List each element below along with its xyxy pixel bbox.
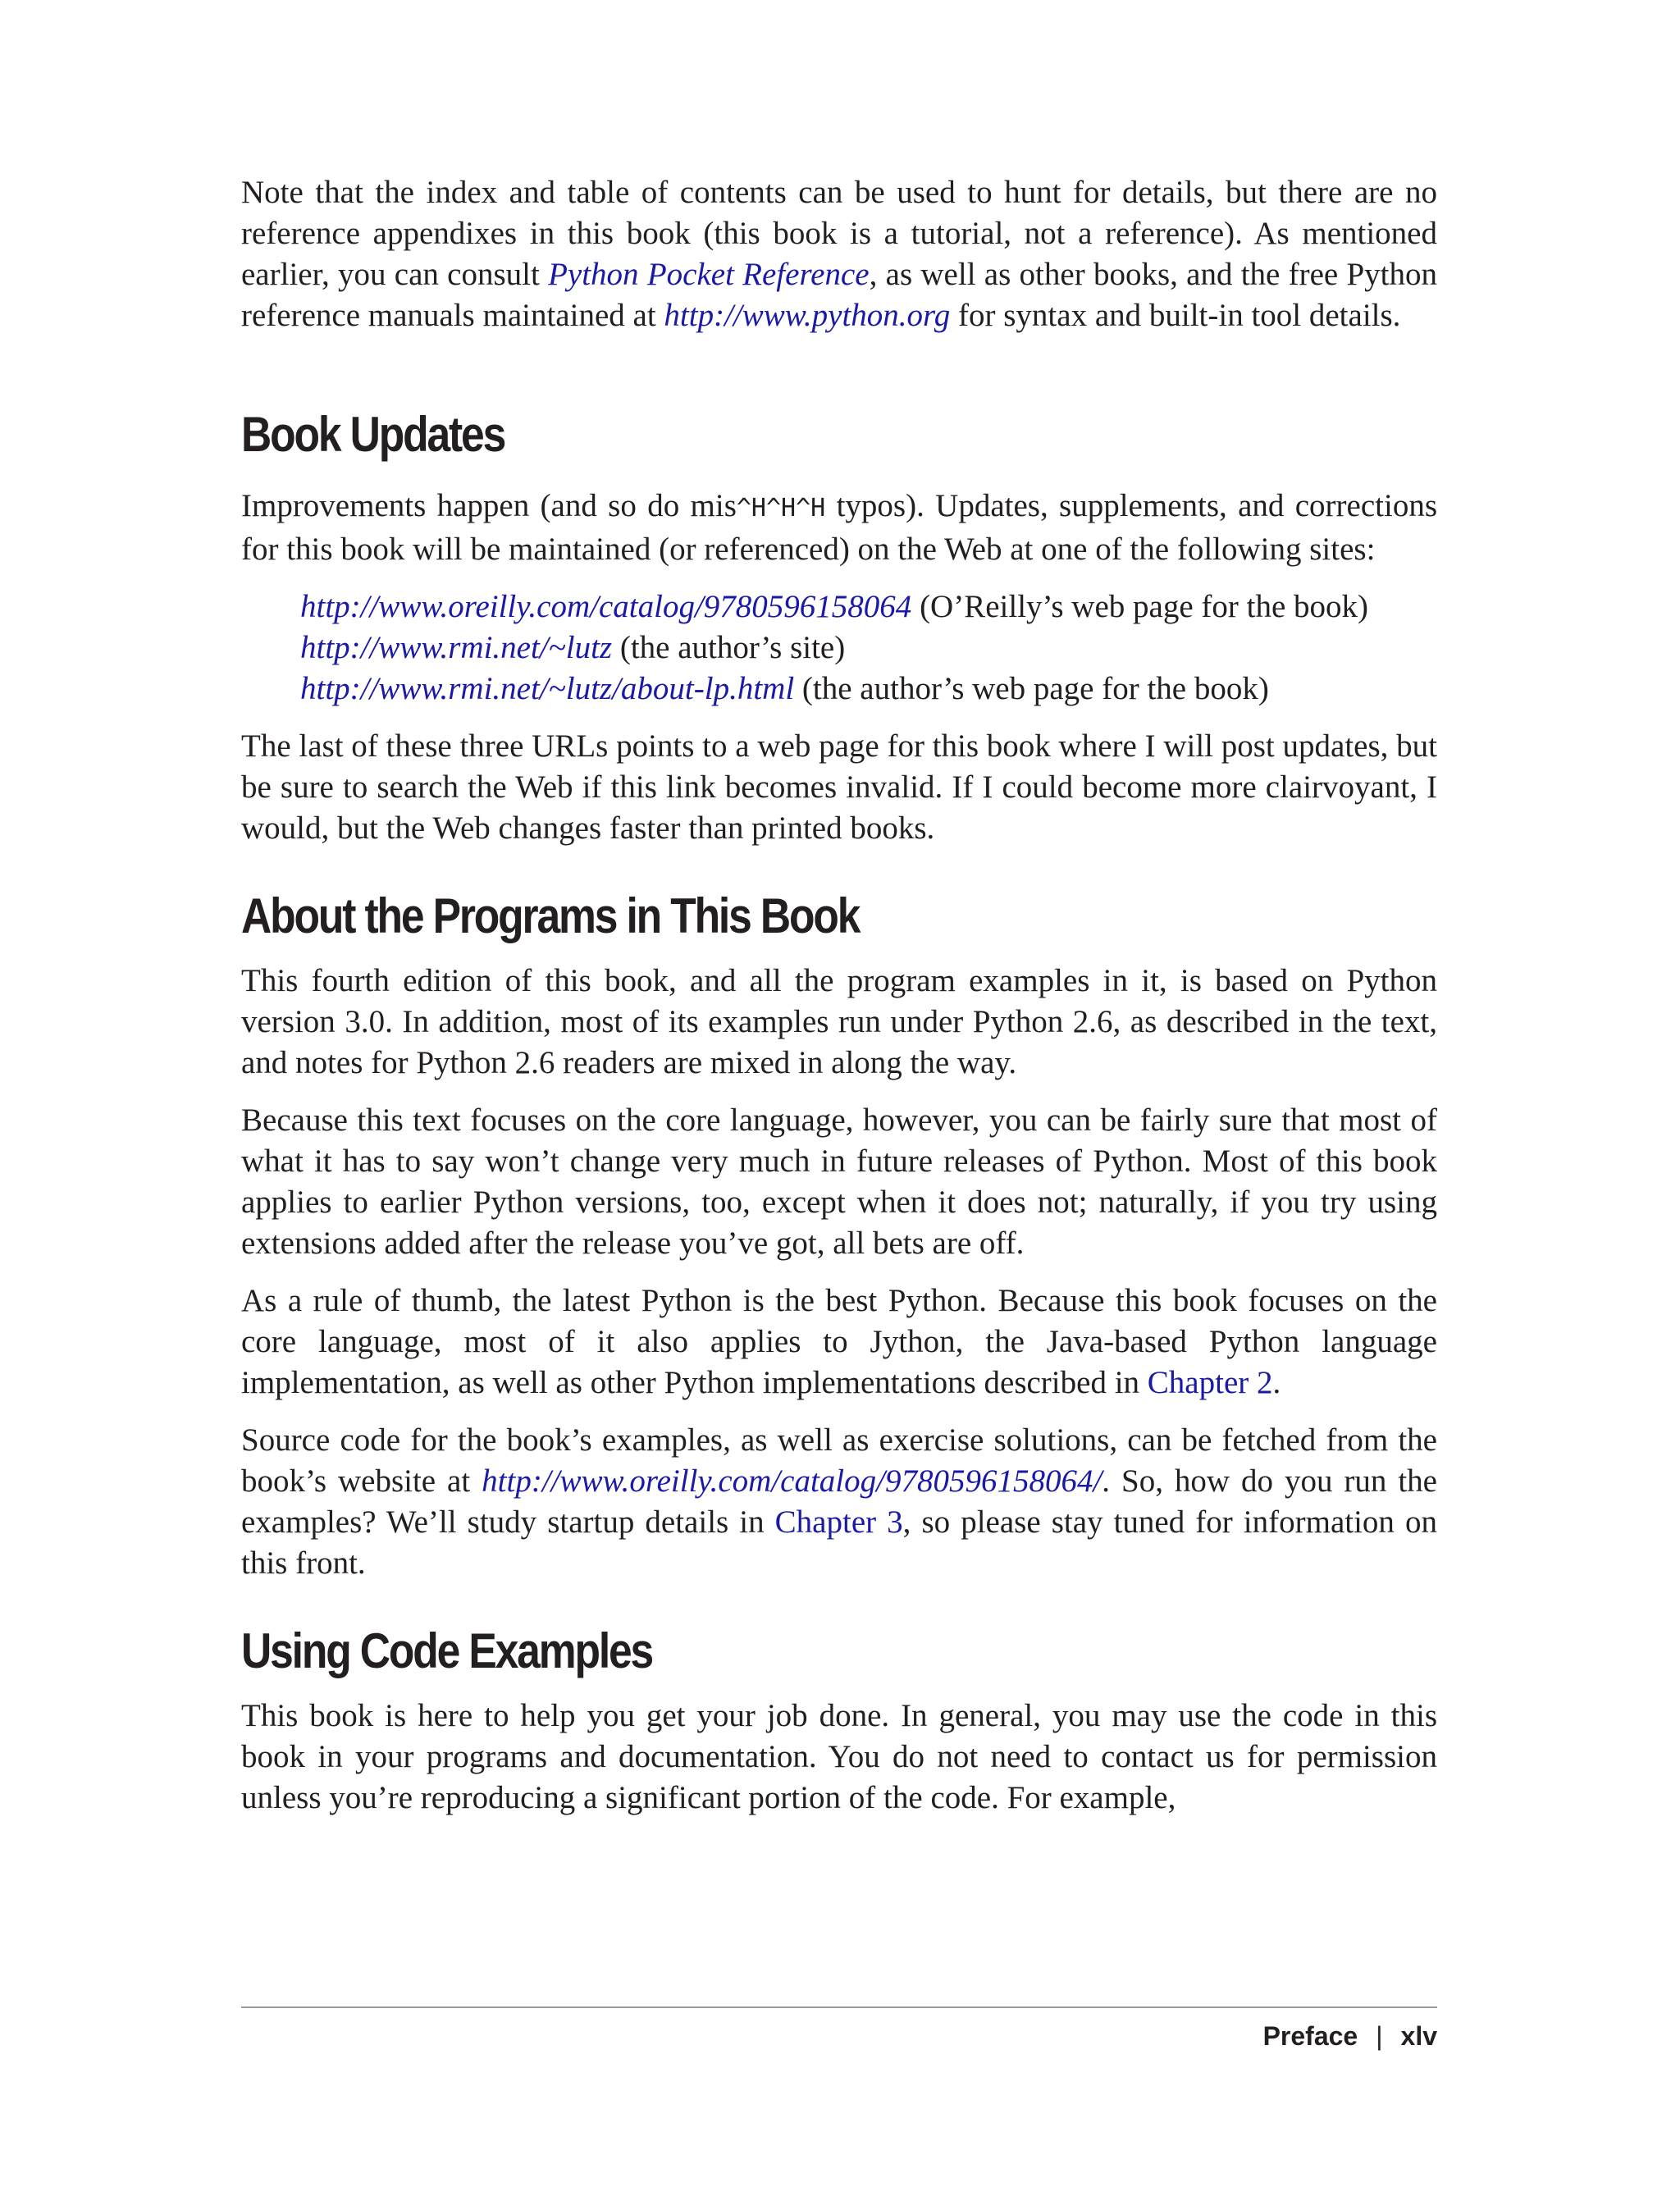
url-list-item-author-book-page xyxy=(300,669,1437,710)
about-text-3a: As a rule of thumb, the latest Python is the best Python. Because this book focuses on the core language, most of it also applies to Jython, the Java-based Python language implementation, as well as other Python implementations described in xyxy=(241,1283,1437,1400)
url-list-item-author-site xyxy=(300,628,1437,669)
about-programs-paragraph-3 xyxy=(241,1281,1437,1404)
page-content xyxy=(241,172,1437,1835)
page-number: xlv xyxy=(1400,2021,1437,2051)
chapter-3-link[interactable]: Chapter 3 xyxy=(774,1504,903,1540)
about-text-4b: . So, how do you run the examples? We’ll study startup details in xyxy=(241,1463,1437,1540)
source-code-link[interactable]: http://www.oreilly.com/catalog/9780596158064/ xyxy=(482,1463,1102,1499)
author-book-page-link[interactable]: http://www.rmi.net/~lutz/about-lp.html xyxy=(300,671,795,706)
about-programs-paragraph-2: Because this text focuses on the core language, however, you can be fairly sure that most of what it has to say won’t change very much in future releases of Python. Most of this book applies to earlier Python versions, too, except when it does not; naturally, if you try using extensions added after the release you’ve got, all bets are off. xyxy=(241,1102,1437,1261)
using-code-heading: Using Code Examples xyxy=(241,1623,653,1678)
intro-paragraph xyxy=(241,172,1437,336)
python-org-link[interactable]: http://www.python.org xyxy=(664,298,951,333)
backspace-code: ^H^H^H xyxy=(736,494,826,523)
update-url-list xyxy=(300,587,1437,710)
footer-rule xyxy=(241,2006,1437,2008)
updates-text-2: typos). Updates, supplements, and corrections for this book will be maintained (or referenced) on the Web at one of the following sites: xyxy=(241,488,1437,567)
footer-separator: | xyxy=(1376,2021,1383,2051)
chapter-2-link[interactable]: Chapter 2 xyxy=(1147,1365,1273,1400)
intro-text-2: , as well as other books, and the free Python reference manuals maintained at xyxy=(241,257,1437,333)
footer-section-title: Preface xyxy=(1262,2021,1358,2051)
oreilly-catalog-link[interactable]: http://www.oreilly.com/catalog/9780596158064 xyxy=(300,589,912,624)
book-updates-paragraph-2: The last of these three URLs points to a web page for this book where I will post updates, but be sure to search the Web if this link becomes invalid. If I could become more clairvoyant, I would, but the Web changes faster than printed books. xyxy=(241,728,1437,846)
page-footer xyxy=(1263,2020,1437,2052)
intro-text-3: for syntax and built-in tool details. xyxy=(950,298,1401,333)
url-note-author-site: (the author’s site) xyxy=(612,630,846,665)
intro-text-1: Note that the index and table of contents can be used to hunt for details, but there are no reference appendixes in this book (this book is a tutorial, not a reference). As mentioned earlier, you can consult xyxy=(241,175,1437,292)
about-text-3b: . xyxy=(1272,1365,1281,1400)
python-pocket-reference-link[interactable]: Python Pocket Reference xyxy=(548,257,870,292)
author-site-link[interactable]: http://www.rmi.net/~lutz xyxy=(300,630,613,665)
book-updates-heading: Book Updates xyxy=(241,407,505,462)
about-programs-paragraph-1: This fourth edition of this book, and all the program examples in it, is based on Python version 3.0. In addition, most of its examples run under Python 2.6, as described in the text, and notes for Python 2.6 readers are mixed in along the way. xyxy=(241,963,1437,1080)
using-code-paragraph-1: This book is here to help you get your job done. In general, you may use the code in this book in your programs and documentation. You do not need to contact us for permission unless you’re reproducing a significant portion of the code. For example, xyxy=(241,1698,1437,1815)
about-programs-heading: About the Programs in This Book xyxy=(241,888,860,943)
url-list-item-oreilly xyxy=(300,587,1437,628)
book-updates-paragraph-1 xyxy=(241,486,1437,570)
about-text-4c: , so please stay tuned for information on this front. xyxy=(241,1504,1437,1581)
about-text-4a: Source code for the book’s examples, as well as exercise solutions, can be fetched from the book’s website at xyxy=(241,1422,1437,1499)
about-programs-paragraph-4 xyxy=(241,1420,1437,1584)
updates-text-1: Improvements happen (and so do mis xyxy=(241,488,737,523)
url-note-author-book-page: (the author’s web page for the book) xyxy=(794,671,1269,706)
url-note-oreilly: (O’Reilly’s web page for the book) xyxy=(911,589,1368,624)
